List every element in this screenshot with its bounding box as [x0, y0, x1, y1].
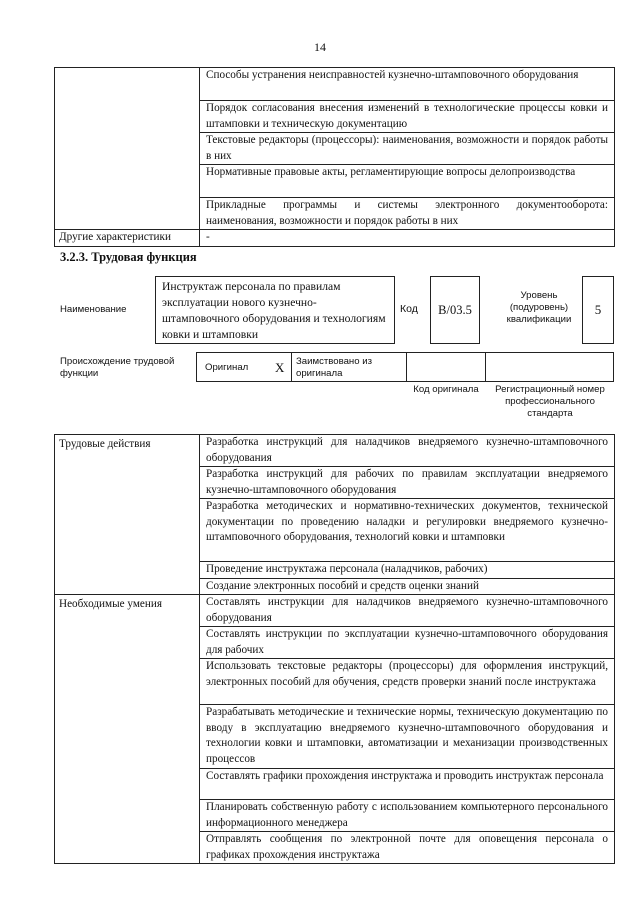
code-label: Код	[400, 303, 418, 315]
borrowed-label: Заимствовано из оригинала	[296, 356, 372, 379]
original-label: Оригинал	[205, 362, 249, 373]
borrowed-cell	[291, 352, 407, 382]
registration-caption: Регистрационный номер профессионального стандарта	[495, 384, 605, 419]
skills-label: Необходимые умения	[55, 595, 200, 864]
action-item: Создание электронных пособий и средств оценки знаний	[200, 578, 615, 595]
level-label: Уровень (подуровень) квалификации	[506, 290, 572, 325]
action-item: Разработка инструкций для рабочих по правилам эксплуатации внедряемого кузнечно-штамповочного оборудования	[200, 467, 615, 499]
name-label: Наименование	[60, 304, 127, 315]
knowledge-item: Текстовые редакторы (процессоры): наименования, возможности и порядок работы в них	[200, 133, 615, 165]
knowledge-item: Способы устранения неисправностей кузнечно-штамповочного оборудования	[200, 68, 615, 101]
skill-item: Планировать собственную работу с использованием компьютерного персонального информационного менеджера	[200, 800, 615, 832]
qualification-level: 5	[582, 276, 614, 344]
page-number: 14	[314, 40, 326, 54]
skill-item: Составлять инструкции по эксплуатации кузнечно-штамповочного оборудования для рабочих	[200, 627, 615, 659]
action-item: Разработка инструкций для наладчиков внедряемого кузнечно-штамповочного оборудования	[200, 435, 615, 467]
action-item: Проведение инструктажа персонала (наладчиков, рабочих)	[200, 562, 615, 579]
original-cell	[196, 352, 292, 382]
other-characteristics-label: Другие характеристики	[55, 230, 200, 247]
functions-table	[54, 434, 615, 864]
table-row	[55, 230, 615, 247]
original-mark: X	[275, 360, 285, 375]
action-item: Разработка методических и нормативно-технических документов, технической документации по проведению наладки и регулировки внедряемого кузнечно-штамповочного оборудования, технологий ковки и штамповки	[200, 499, 615, 562]
skill-item: Составлять графики прохождения инструктажа и проводить инструктаж персонала	[200, 769, 615, 800]
function-code: B/03.5	[430, 276, 480, 344]
table-row	[55, 595, 615, 627]
knowledge-item: Нормативные правовые акты, регламентирующие вопросы делопроизводства	[200, 165, 615, 198]
table-row	[55, 68, 615, 101]
original-code-caption: Код оригинала	[413, 384, 479, 395]
skill-item: Использовать текстовые редакторы (процессоры) для оформления инструкций, электронных пособий для обучения, средств проверки знаний после инструктажа	[200, 659, 615, 705]
knowledge-item: Прикладные программы и системы электронного документооборота: наименования, возможности и порядок работы в них	[200, 198, 615, 230]
function-name: Инструктаж персонала по правилам эксплуатации нового кузнечно-штамповочного оборудования и технологиям ковки и штамповки	[155, 276, 395, 344]
other-characteristics-value: -	[200, 230, 615, 247]
section-title: 3.2.3. Трудовая функция	[60, 250, 197, 264]
original-code-cell	[406, 352, 486, 382]
knowledge-table	[54, 67, 615, 247]
actions-label: Трудовые действия	[55, 435, 200, 595]
table-row	[55, 435, 615, 467]
registration-number-cell	[485, 352, 614, 382]
origin-label: Происхождение трудовой функции	[60, 356, 175, 379]
skill-item: Составлять инструкции для наладчиков внедряемого кузнечно-штамповочного оборудования	[200, 595, 615, 627]
knowledge-item: Порядок согласования внесения изменений в технологические процессы ковки и штамповки и техническую документацию	[200, 101, 615, 133]
skill-item: Разрабатывать методические и технические нормы, техническую документацию по вводу в эксплуатацию внедряемого кузнечно-штамповочного оборудования и технологии ковки и штамповки, автоматизации и механизации производственных процессов	[200, 705, 615, 769]
skill-item: Отправлять сообщения по электронной почте для оповещения персонала о графиках прохождения инструктажа	[200, 832, 615, 864]
empty-label-cell	[55, 68, 200, 230]
